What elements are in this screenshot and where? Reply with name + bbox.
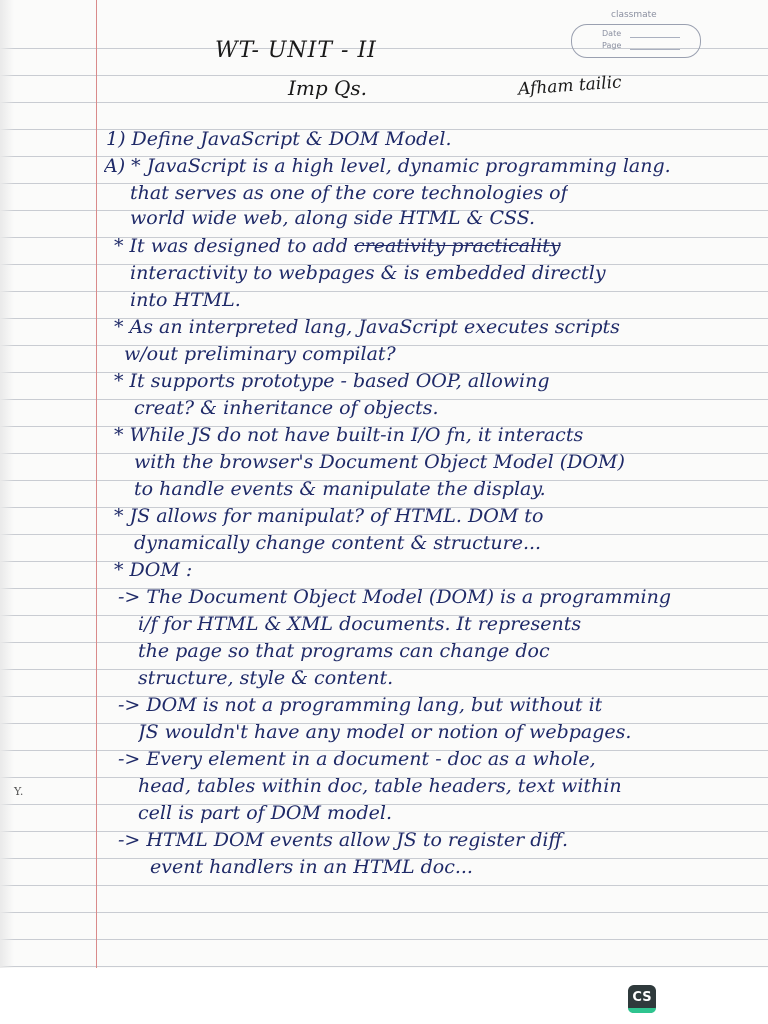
camscanner-badge xyxy=(628,985,656,1013)
note-line: world wide web, along side HTML & CSS. xyxy=(130,207,536,229)
note-line: i/f for HTML & XML documents. It represents xyxy=(138,613,582,635)
note-line: interactivity to webpages & is embedded directly xyxy=(130,262,606,284)
note-line: to handle events & manipulate the display. xyxy=(134,478,546,500)
note-line: -> Every element in a document - doc as a whole, xyxy=(118,748,596,770)
note-line: A) * JavaScript is a high level, dynamic programming lang. xyxy=(104,155,671,177)
note-line: * It supports prototype - based OOP, allowing xyxy=(114,370,550,392)
page-subtitle: Imp Qs. xyxy=(288,76,368,100)
note-line xyxy=(114,233,561,260)
stamp-page-line xyxy=(630,49,680,50)
note-line: creat? & inheritance of objects. xyxy=(134,397,439,419)
note-text: * It was designed to add xyxy=(114,235,348,257)
note-line: -> HTML DOM events allow JS to register diff. xyxy=(118,829,568,851)
note-line: -> The Document Object Model (DOM) is a programming xyxy=(118,586,672,608)
notebook-stamp xyxy=(567,10,707,62)
note-line: with the browser's Document Object Model (DOM) xyxy=(134,451,625,473)
margin-mark: Y. xyxy=(14,785,24,798)
struck-text: creativity practicality xyxy=(354,235,561,257)
badge-label: CS xyxy=(632,990,652,1005)
signature: Afham tailic xyxy=(517,72,623,100)
note-line: -> DOM is not a programming lang, but without it xyxy=(118,694,603,716)
note-line: head, tables within doc, table headers, text within xyxy=(138,775,622,797)
note-line: structure, style & content. xyxy=(138,667,394,689)
note-line: * While JS do not have built-in I/O fn, it interacts xyxy=(114,424,584,446)
note-line: that serves as one of the core technologies of xyxy=(130,182,568,204)
note-line: into HTML. xyxy=(130,289,241,311)
note-line: JS wouldn't have any model or notion of webpages. xyxy=(138,721,632,743)
stamp-page-label: Page xyxy=(602,41,622,50)
note-line: w/out preliminary compilat? xyxy=(124,343,396,365)
page-title: WT- UNIT - II xyxy=(215,38,377,63)
note-line: cell is part of DOM model. xyxy=(138,802,392,824)
note-line: the page so that programs can change doc xyxy=(138,640,550,662)
stamp-box xyxy=(571,24,701,58)
note-line: * As an interpreted lang, JavaScript executes scripts xyxy=(114,316,620,338)
note-line: * DOM : xyxy=(114,559,193,581)
note-line: dynamically change content & structure... xyxy=(134,532,542,554)
margin-line xyxy=(96,0,97,968)
note-line: 1) Define JavaScript & DOM Model. xyxy=(106,128,452,150)
note-line: * JS allows for manipulat? of HTML. DOM to xyxy=(114,505,544,527)
note-line: event handlers in an HTML doc... xyxy=(150,856,473,878)
stamp-brand: classmate xyxy=(611,10,657,20)
stamp-date-line xyxy=(630,37,680,38)
stamp-date-label: Date xyxy=(602,29,622,38)
badge-accent xyxy=(628,1008,656,1013)
page-fold-shadow xyxy=(0,0,14,968)
